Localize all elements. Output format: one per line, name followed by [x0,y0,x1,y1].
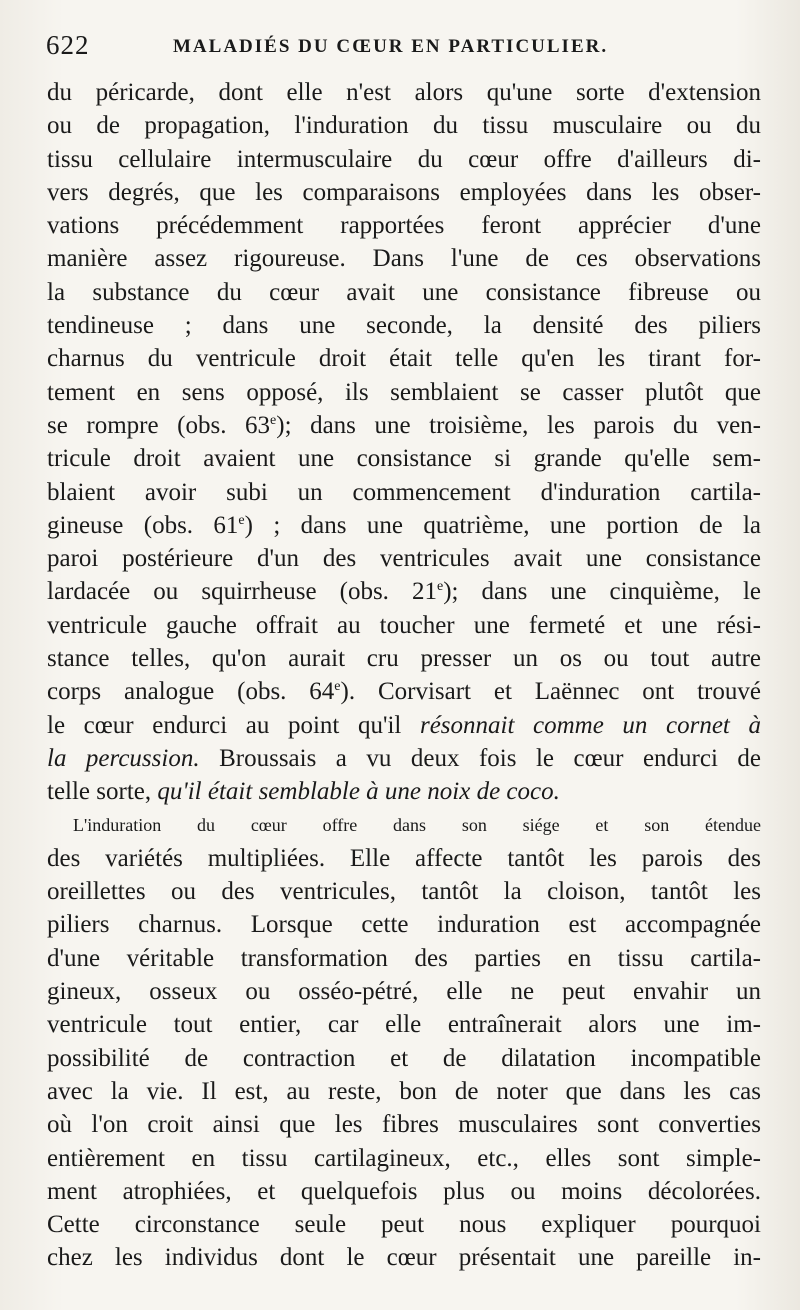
line-text: se rompre (obs. 63 [47,411,271,439]
line-text: stance telles, qu'on aurait cru presser un os ou tout autre [47,645,761,673]
line-text: ). Corvisart et Laënnec ont trouvé [340,678,761,706]
text-line [47,609,761,642]
line-text: où l'on croit ainsi que les fibres musculaires sont converties [47,1111,761,1139]
line-text: ); dans une cinquième, le [443,578,761,606]
line-text: blaient avoir subi un commencement d'induration cartila- [47,478,761,506]
text-line [47,775,761,808]
italic-quote: la percussion. [47,744,200,772]
line-text: avec la vie. Il est, au reste, bon de noter que dans les cas [47,1077,761,1105]
page-number: 622 [46,30,90,60]
line-text: tement en sens opposé, ils semblaient se casser plutôt que [47,378,761,406]
text-line [47,1208,761,1241]
text-line [47,1241,761,1274]
text-line [47,109,761,142]
line-text: vations précédemment rapportées feront apprécier d'une [47,212,761,240]
italic-quote: qu'il était semblable à une noix de coco. [157,778,560,806]
text-line [47,476,761,509]
line-text: ) ; dans une quatrième, une portion de la [244,511,761,539]
text-line [47,442,761,475]
text-line [47,942,761,975]
line-text: lardacée ou squirrheuse (obs. 21 [47,578,437,606]
line-text: Broussais a vu deux fois le cœur endurci de [199,744,762,772]
line-text: vers degrés, que les comparaisons employées dans les obser- [47,178,761,206]
text-line [47,176,761,209]
text-line [47,309,761,342]
line-text: tissu cellulaire intermusculaire du cœur offre d'ailleurs di- [47,145,761,173]
text-line [47,1075,761,1108]
line-text: ); dans une troisième, les parois du ven- [276,411,761,439]
line-text: entièrement en tissu cartilagineux, etc., elles sont simple- [47,1144,761,1172]
italic-quote: résonnait comme un cornet à [419,711,761,739]
text-line [47,908,761,941]
line-text: chez les individus dont le cœur présentait une pareille in- [47,1244,761,1272]
text-line [47,709,761,742]
text-line [47,409,761,442]
text-line [47,1008,761,1041]
line-text: oreillettes ou des ventricules, tantôt la cloison, tantôt les [47,878,761,906]
ordinal-superscript: e [334,679,341,695]
text-line [47,76,761,109]
text-line [47,1175,761,1208]
line-text: telle sorte, [47,778,158,806]
line-text: gineux, osseux ou osséo-pétré, elle ne peut envahir un [47,978,761,1006]
line-text: Cette circonstance seule peut nous expliquer pourquoi [47,1211,761,1239]
text-line [47,742,761,775]
line-text: L'induration du cœur offre dans son siége et son étendue [73,814,761,835]
line-text: d'une véritable transformation des parties en tissu cartila- [47,944,761,972]
text-line [47,642,761,675]
page-header [46,30,761,62]
line-text: la substance du cœur avait une consistance fibreuse ou [47,278,761,306]
ordinal-superscript: e [238,512,245,528]
line-text: ventricule tout entier, car elle entraînerait alors une im- [47,1011,761,1039]
text-line [47,809,761,842]
text-line [47,675,761,708]
text-line [47,143,761,176]
text-line [47,376,761,409]
line-text: le cœur endurci au point qu'il [47,711,420,739]
body-text [47,76,761,1275]
text-line [47,842,761,875]
line-text: ment atrophiées, et quelquefois plus ou moins décolorées. [47,1177,761,1205]
line-text: charnus du ventricule droit était telle qu'en les tirant for- [47,345,761,373]
text-line [47,276,761,309]
ordinal-superscript: e [436,579,444,595]
line-text: tricule droit avaient une consistance si grande qu'elle sem- [47,445,761,473]
line-text: manière assez rigoureuse. Dans l'une de ces observations [47,245,761,273]
line-text: des variétés multipliées. Elle affecte tantôt les parois des [47,844,761,872]
text-line [47,875,761,908]
text-line [47,1142,761,1175]
line-text: tendineuse ; dans une seconde, la densité des piliers [47,312,761,340]
text-line [47,975,761,1008]
text-line [47,509,761,542]
text-line [47,1042,761,1075]
text-line [47,542,761,575]
line-text: ou de propagation, l'induration du tissu musculaire ou du [47,112,761,140]
text-line [47,209,761,242]
line-text: paroi postérieure d'un des ventricules avait une consistance [47,545,761,573]
line-text: piliers charnus. Lorsque cette induration est accompagnée [47,911,761,939]
line-text: possibilité de contraction et de dilatation incompatible [47,1044,761,1072]
running-title: MALADIÉS DU CŒUR EN PARTICULIER. [173,36,609,57]
line-text: ventricule gauche offrait au toucher une fermeté et une rési- [47,611,761,639]
ordinal-superscript: e [270,412,277,428]
text-line [47,575,761,608]
text-line [47,342,761,375]
text-line [47,242,761,275]
line-text: du péricarde, dont elle n'est alors qu'une sorte d'extension [47,79,761,106]
line-text: gineuse (obs. 61 [47,511,239,539]
text-line [47,1108,761,1141]
line-text: corps analogue (obs. 64 [47,678,335,706]
